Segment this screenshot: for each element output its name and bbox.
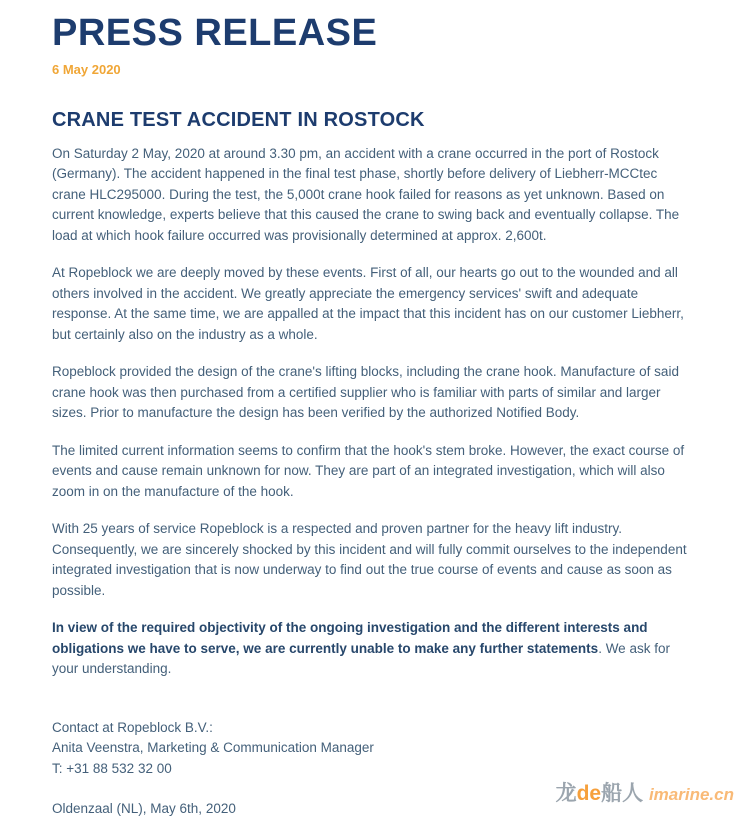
contact-block [52,718,692,780]
paragraph-design: Ropeblock provided the design of the crane's lifting blocks, including the crane hook. Manufacture of said crane hook was then purchased from a certified supplier who is familiar with parts of similar and larger sizes. Prior to manufacture the design has been verified by the authorized Notified Body. [52,364,679,421]
contact-heading: Contact at Ropeblock B.V.: [52,719,213,735]
paragraph-sympathy: At Ropeblock we are deeply moved by these events. First of all, our hearts go out to the wounded and all others involved in the accident. We greatly appreciate the emergency services' swift and adequate response. At the same time, we are appalled at the impact that this incident has on our customer Liebherr, but certainly also on the industry as a whole. [52,265,684,342]
paragraph-statement [52,618,692,680]
watermark-site-text: imarine.cn [648,785,734,804]
contact-person: Anita Veenstra, Marketing & Communication Manager [52,740,374,756]
paragraph-accident: On Saturday 2 May, 2020 at around 3.30 pm, an accident with a crane occurred in the port of Rostock (Germany). The accident happened in the final test phase, shortly before delivery of Liebherr-MCCtec crane HLC295000. During the test, the 5,000t crane hook failed for reasons as yet unknown. Based on current knowledge, experts believe that this caused the crane to swing back and eventually collapse. The load at which hook failure occurred was provisionally determined at approx. 2,600t. [52,145,680,243]
watermark-de: de [576,782,602,805]
watermark-char-dragon: 龙 [555,782,577,805]
statement-bold-text: In view of the required objectivity of the ongoing investigation and the different interests and obligations we have to serve, we are currently unable to make any further statements [52,620,648,656]
document-content [52,0,692,816]
imarine-watermark [556,783,734,804]
watermark-chars-boatman: 船人 [601,782,644,805]
release-date: 6 May 2020 [52,61,121,77]
paragraph-investigation: The limited current information seems to confirm that the hook's stem broke. However, the exact course of events and cause remain unknown for now. They are part of an integrated investigation, which will also zoom in on the manufacture of the hook. [52,442,685,499]
headline: CRANE TEST ACCIDENT IN ROSTOCK [52,108,425,131]
paragraph-commitment: With 25 years of service Ropeblock is a respected and proven partner for the heavy lift industry. Consequently, we are sincerely shocked by this incident and will fully commit ourselves to the independent integrated investigation that is now underway to find out the true course of events and cause as soon as possible. [52,521,687,598]
location-date-line: Oldenzaal (NL), May 6th, 2020 [52,801,236,816]
body-text [52,144,692,680]
statement-regular-text: . We ask for your understanding. [52,640,670,677]
contact-phone: T: +31 88 532 32 00 [52,760,172,776]
page-title: PRESS RELEASE [52,12,378,54]
